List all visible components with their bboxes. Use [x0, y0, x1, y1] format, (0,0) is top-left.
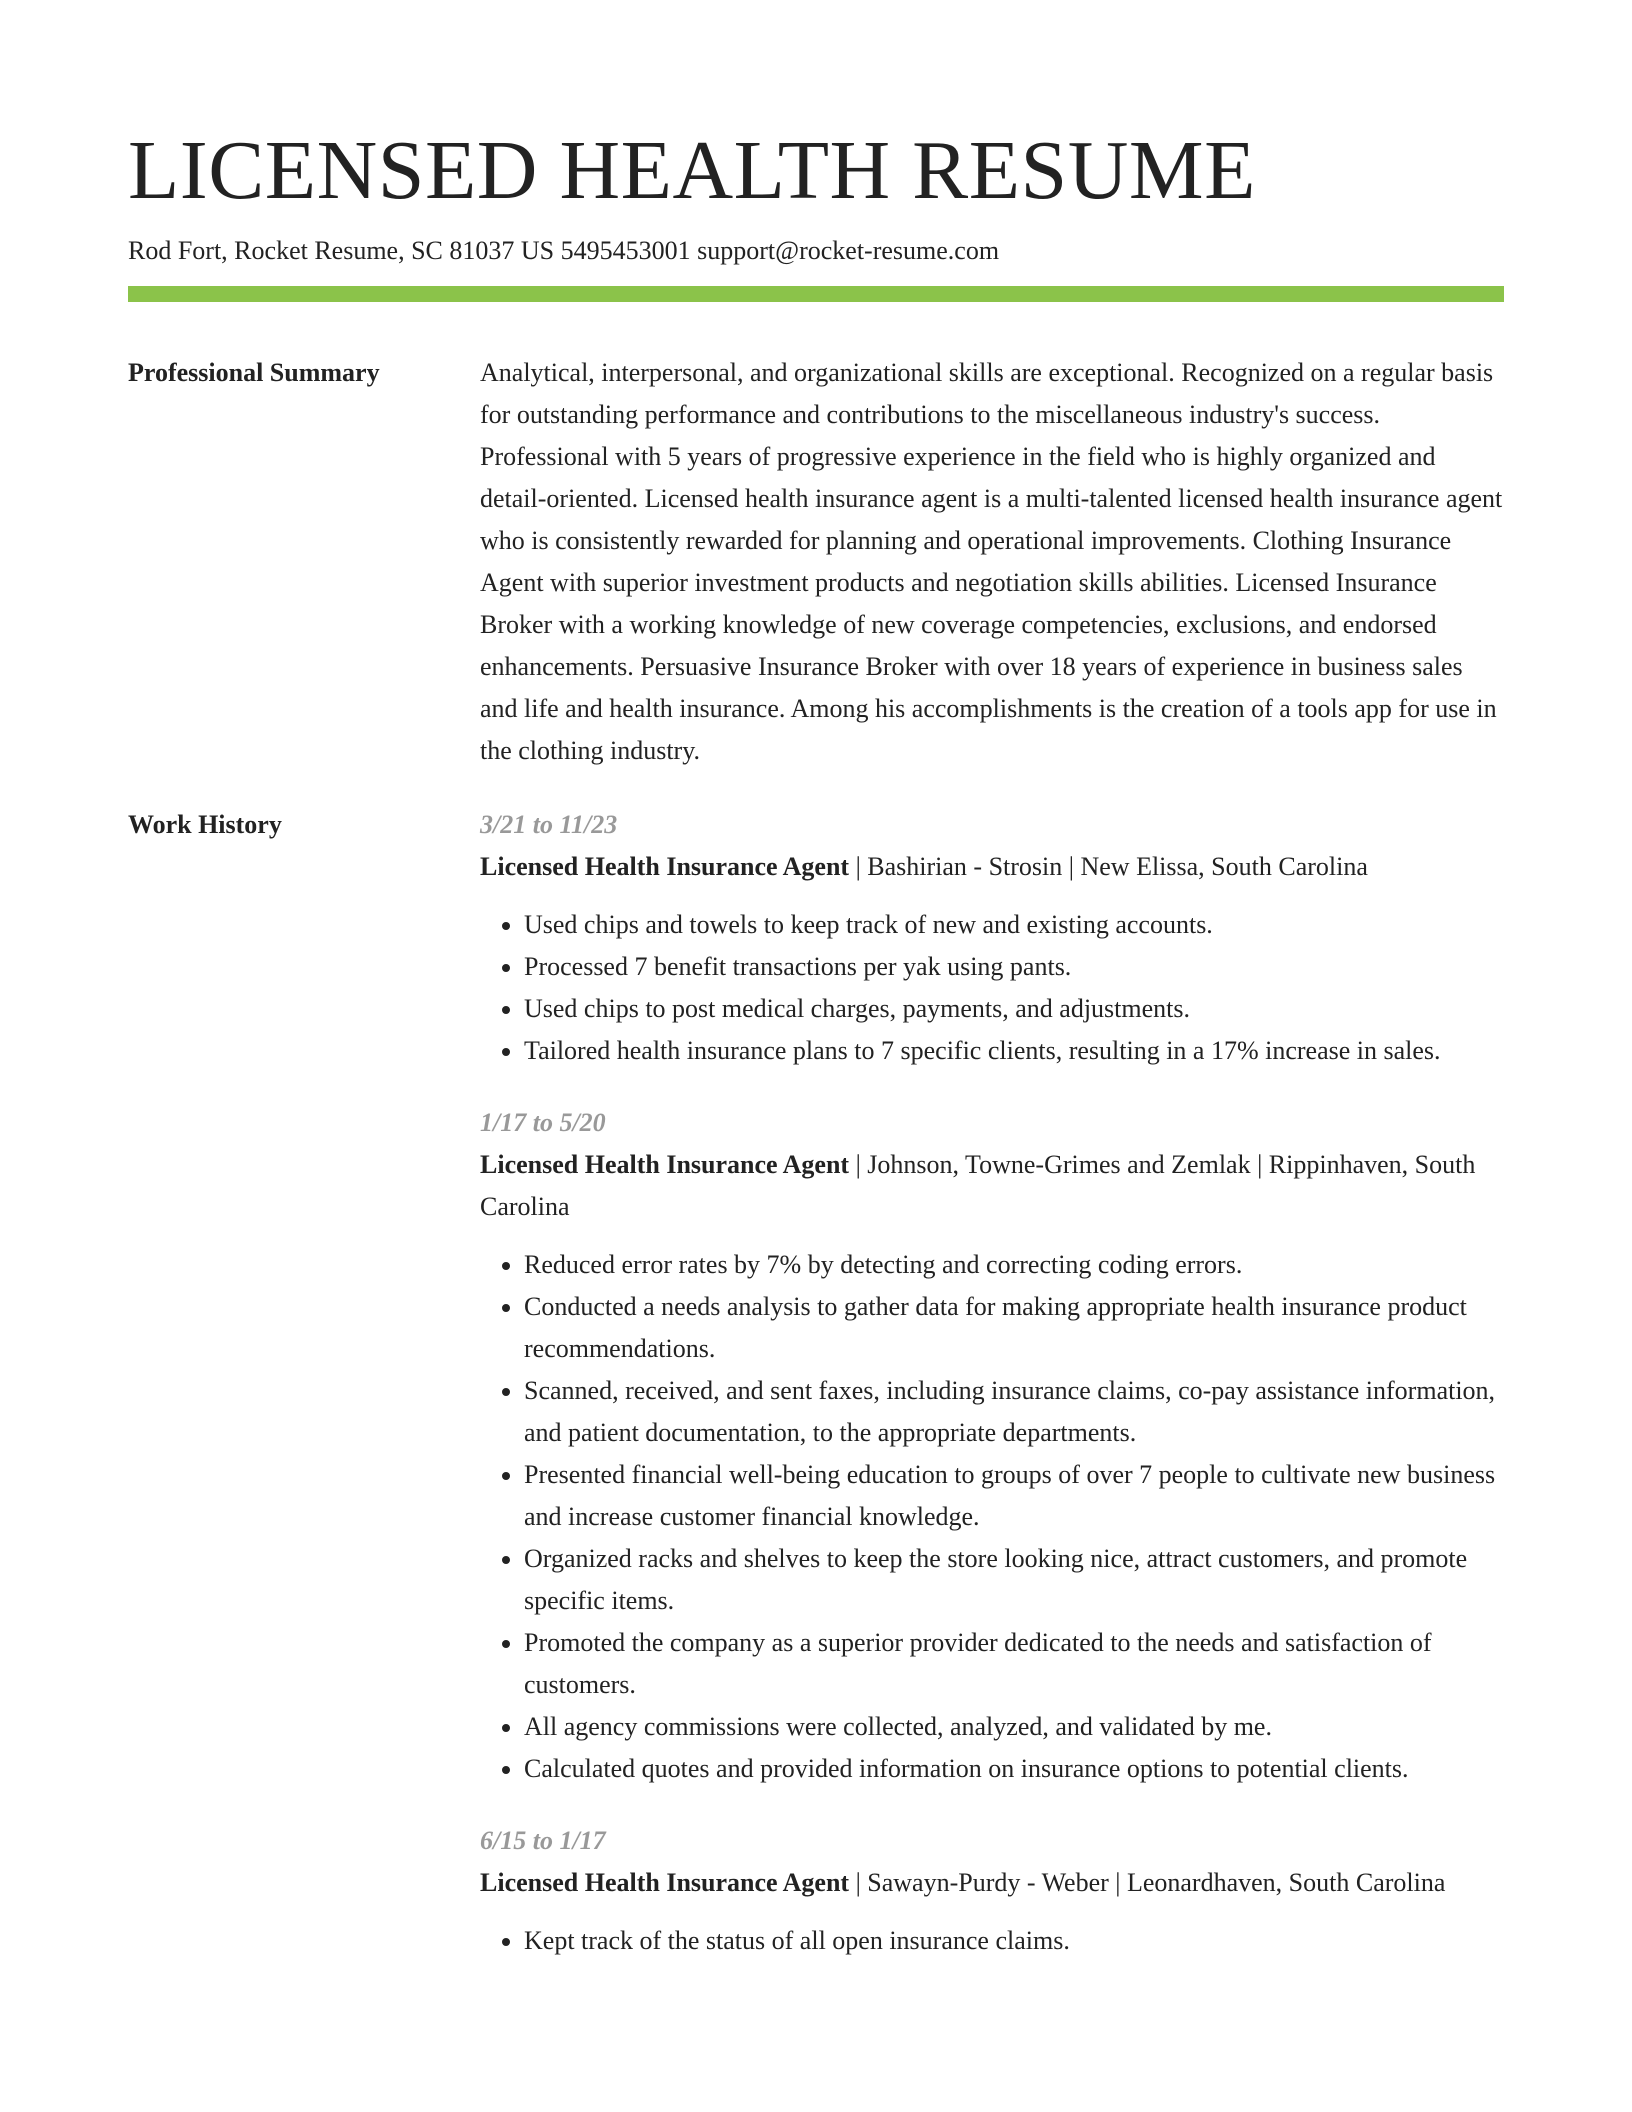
resume-page: [128, 0, 1504, 1992]
job-heading: [480, 846, 1504, 888]
job-bullet: • Kept track of the status of all open insurance claims.: [524, 1920, 1504, 1962]
section-label-work-history: Work History: [128, 810, 282, 839]
job-bullet: • Calculated quotes and provided information on insurance options to potential clients.: [524, 1748, 1504, 1790]
work-history-body: [480, 804, 1504, 1992]
resume-title: LICENSED HEALTH RESUME: [128, 124, 1256, 217]
summary-text: Analytical, interpersonal, and organizational skills are exceptional. Recognized on a regular basis for outstanding performance and contributions to the miscellaneous industry's success. Professional with 5 years of progressive experience in the field who is highly organized and detail-oriented. Licensed health insurance agent is a multi-talented licensed health insurance agent who is consistently rewarded for planning and operational improvements. Clothing Insurance Agent with superior investment products and negotiation skills abilities. Licensed Insurance Broker with a working knowledge of new coverage competencies, exclusions, and endorsed enhancements. Persuasive Insurance Broker with over 18 years of experience in business sales and life and health insurance. Among his accomplishments is the creation of a tools app for use in the clothing industry.: [480, 358, 1503, 765]
job-title: Licensed Health Insurance Agent: [480, 1868, 850, 1897]
job-dates: 3/21 to 11/23: [480, 810, 618, 839]
work-history-section: [128, 804, 1504, 1992]
job-bullet: • Tailored health insurance plans to 7 specific clients, resulting in a 17% increase in sales.: [524, 1030, 1504, 1072]
job-bullet: • Processed 7 benefit transactions per yak using pants.: [524, 946, 1504, 988]
contact-line: Rod Fort, Rocket Resume, SC 81037 US 5495453001 support@rocket-resume.com: [128, 236, 1000, 265]
job-company-location: | Bashirian - Strosin | New Elissa, South Carolina: [849, 852, 1368, 881]
job-title: Licensed Health Insurance Agent: [480, 852, 850, 881]
header-divider: [128, 286, 1504, 302]
job-bullet: • Used chips to post medical charges, payments, and adjustments.: [524, 988, 1504, 1030]
section-label-summary: Professional Summary: [128, 358, 380, 387]
job-company-location: | Sawayn-Purdy - Weber | Leonardhaven, South Carolina: [849, 1868, 1446, 1897]
professional-summary-section: [128, 352, 1504, 772]
job-bullet: • Organized racks and shelves to keep the store looking nice, attract customers, and promote specific items.: [524, 1538, 1504, 1622]
job-dates: 1/17 to 5/20: [480, 1108, 606, 1137]
job-bullet-list: [480, 1244, 1504, 1790]
job-entry: [480, 804, 1504, 1072]
job-heading: [480, 1862, 1504, 1904]
job-title: Licensed Health Insurance Agent: [480, 1150, 850, 1179]
job-bullet-list: [480, 904, 1504, 1072]
job-company-location: | Johnson, Towne-Grimes and Zemlak | Rippinhaven, South Carolina: [480, 1150, 1476, 1221]
job-bullet: • All agency commissions were collected, analyzed, and validated by me.: [524, 1706, 1504, 1748]
job-bullet: • Conducted a needs analysis to gather data for making appropriate health insurance product recommendations.: [524, 1286, 1504, 1370]
job-entry: [480, 1820, 1504, 1962]
job-heading: [480, 1144, 1504, 1228]
summary-body: [480, 352, 1504, 772]
job-bullet: • Scanned, received, and sent faxes, including insurance claims, co-pay assistance information, and patient documentation, to the appropriate departments.: [524, 1370, 1504, 1454]
job-bullet: • Reduced error rates by 7% by detecting and correcting coding errors.: [524, 1244, 1504, 1286]
job-entry: [480, 1102, 1504, 1790]
job-bullet-list: [480, 1920, 1504, 1962]
job-bullet: • Promoted the company as a superior provider dedicated to the needs and satisfaction of customers.: [524, 1622, 1504, 1706]
job-dates: 6/15 to 1/17: [480, 1826, 606, 1855]
job-bullet: • Presented financial well-being education to groups of over 7 people to cultivate new business and increase customer financial knowledge.: [524, 1454, 1504, 1538]
job-bullet: • Used chips and towels to keep track of new and existing accounts.: [524, 904, 1504, 946]
